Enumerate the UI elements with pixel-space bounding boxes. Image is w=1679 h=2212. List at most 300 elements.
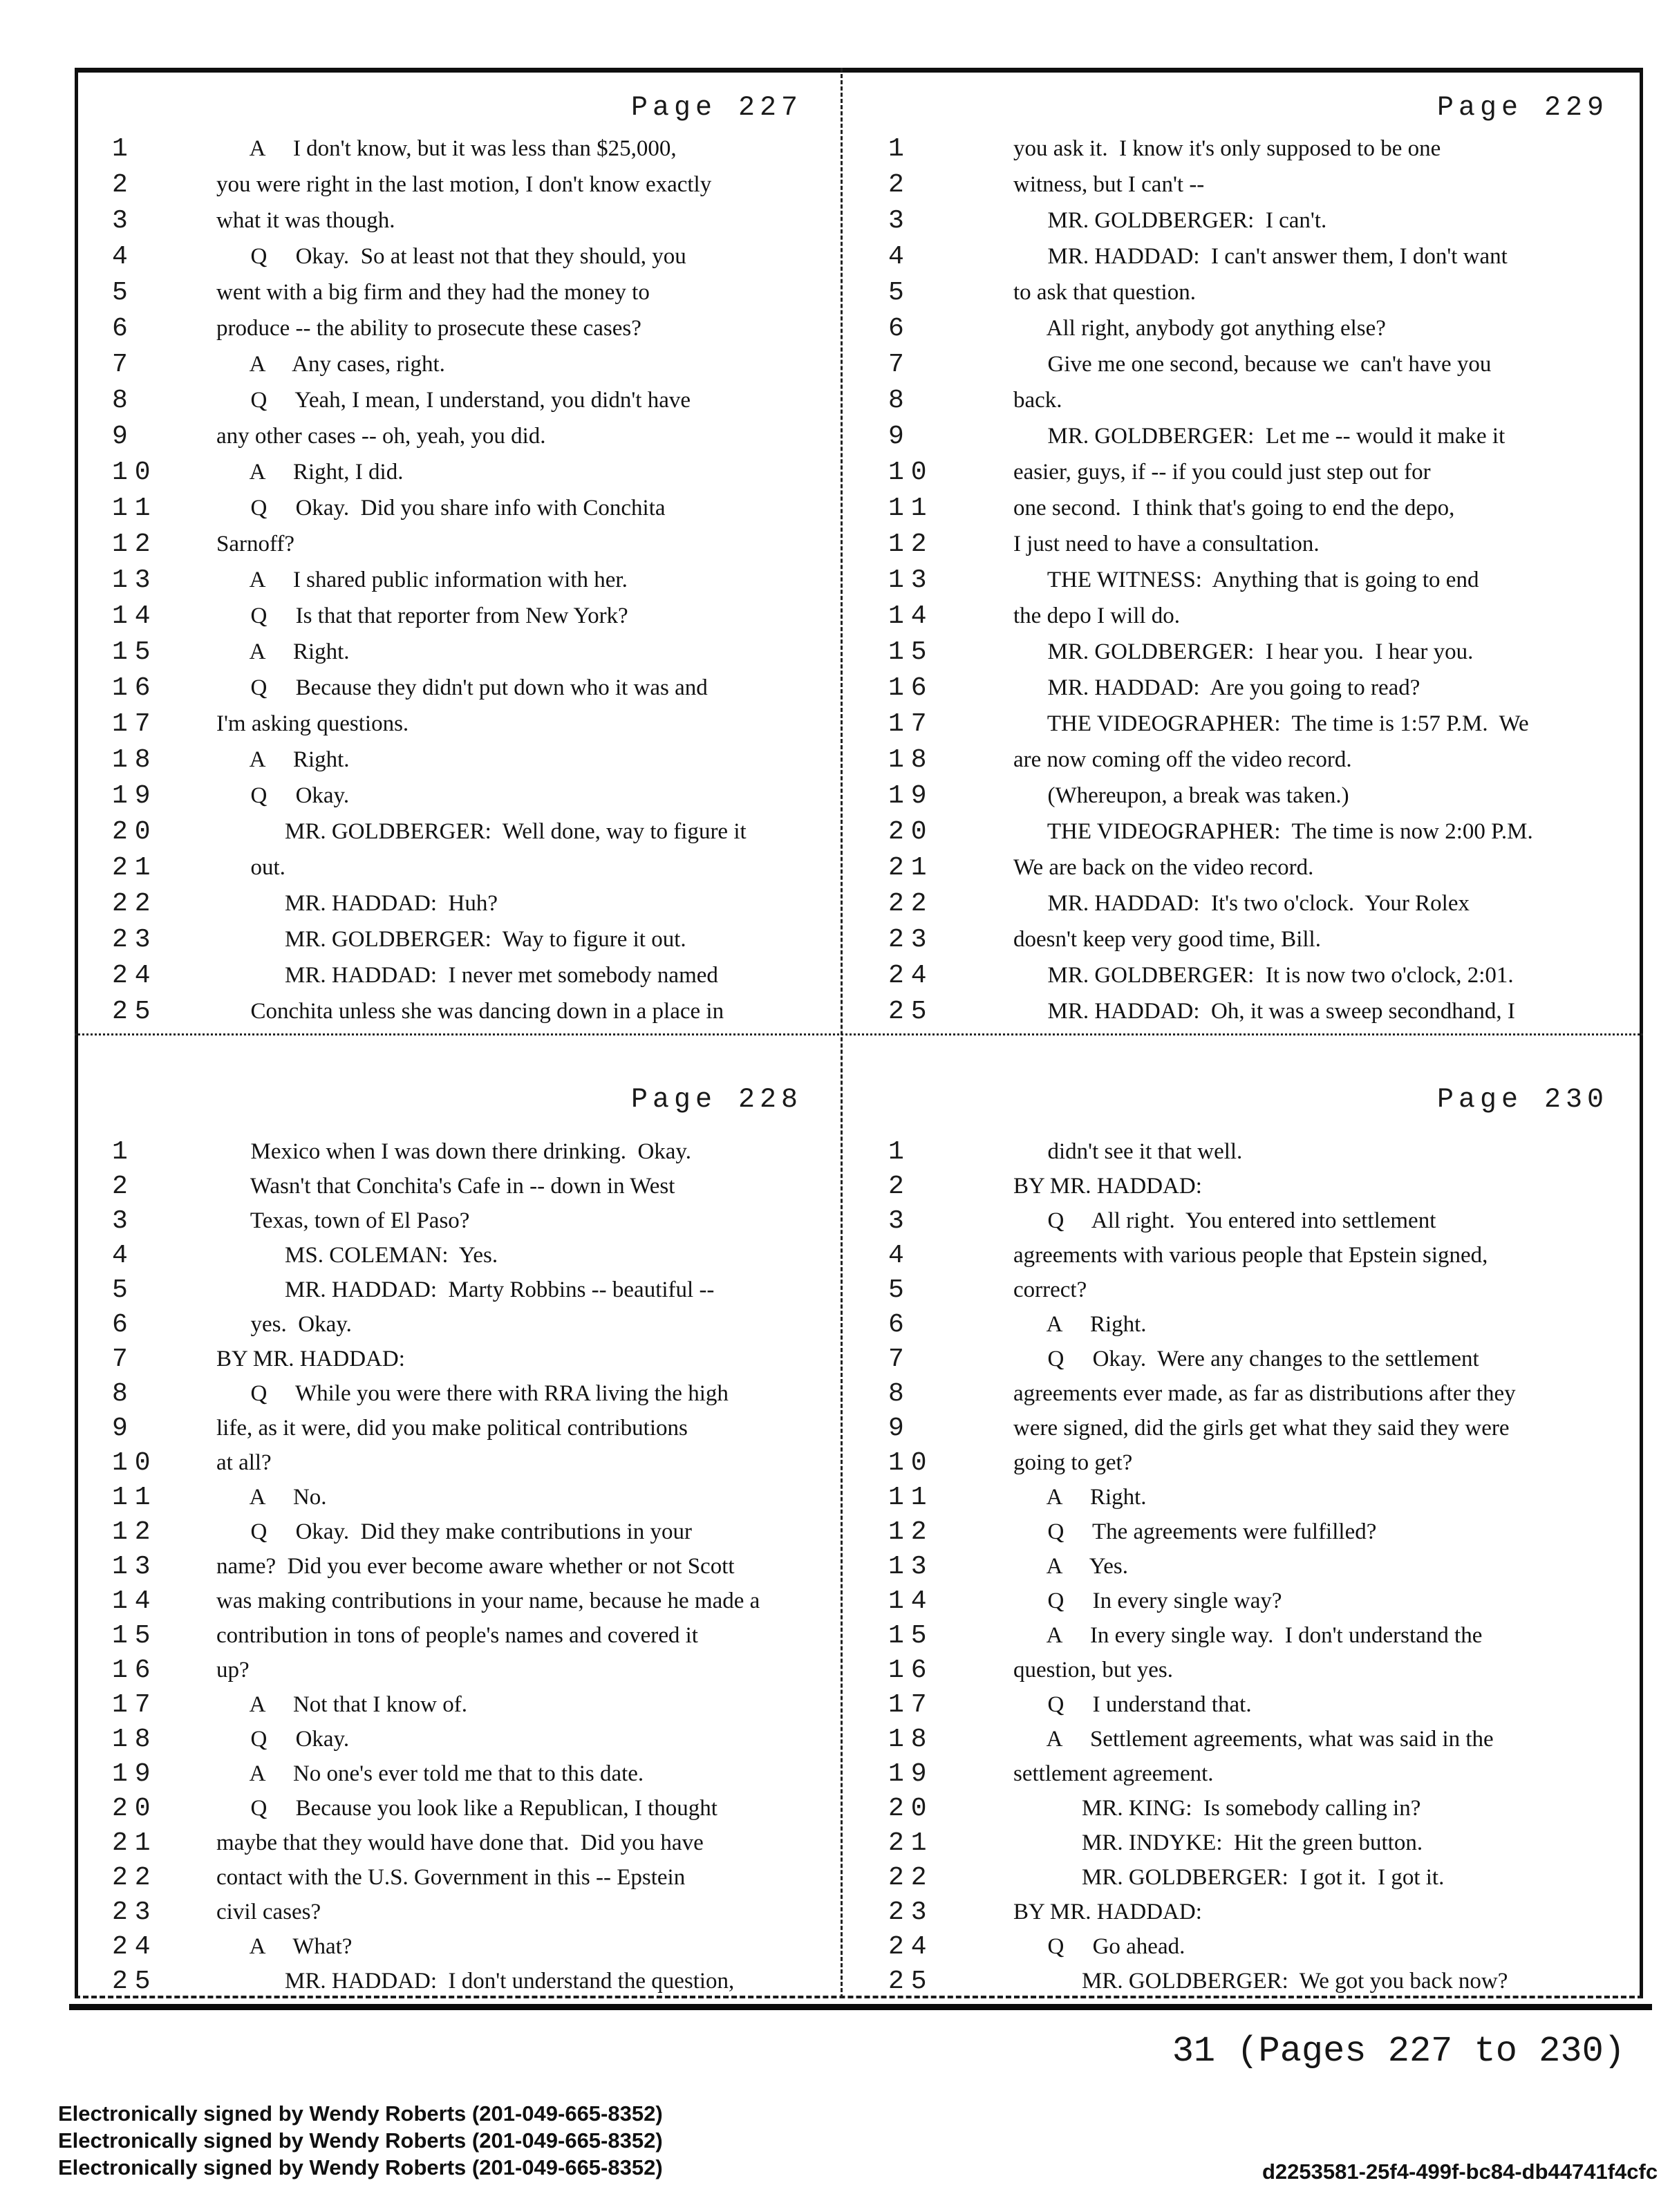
line-number: 12 bbox=[112, 1517, 158, 1547]
transcript-line bbox=[843, 1206, 1643, 1241]
line-number: 21 bbox=[112, 1828, 158, 1858]
line-number: 5 bbox=[888, 1275, 911, 1305]
transcript-line bbox=[843, 242, 1643, 278]
line-text: up? bbox=[216, 1658, 250, 1683]
line-number: 15 bbox=[888, 1621, 934, 1651]
transcript-line bbox=[843, 1759, 1643, 1794]
transcript-line bbox=[843, 1552, 1643, 1586]
transcript-line bbox=[75, 1344, 841, 1379]
line-text: doesn't keep very good time, Bill. bbox=[1013, 927, 1321, 952]
transcript-line bbox=[843, 1483, 1643, 1517]
document-id: d2253581-25f4-499f-bc84-db44741f4cfc bbox=[1262, 2159, 1658, 2184]
line-text: A Right. bbox=[216, 747, 350, 772]
line-text: contribution in tons of people's names and covered it bbox=[216, 1623, 698, 1648]
line-text: Q Yeah, I mean, I understand, you didn't have bbox=[216, 388, 691, 413]
line-text: A No. bbox=[216, 1485, 327, 1510]
transcript-line bbox=[75, 458, 841, 494]
line-text: out. bbox=[216, 855, 285, 880]
transcript-line bbox=[843, 1448, 1643, 1483]
transcript-line bbox=[843, 709, 1643, 745]
line-number: 13 bbox=[112, 565, 158, 595]
line-number: 25 bbox=[112, 1967, 158, 1996]
line-number: 22 bbox=[112, 1863, 158, 1893]
line-text: Q In every single way? bbox=[1013, 1588, 1282, 1613]
line-number: 12 bbox=[112, 529, 158, 559]
line-text: MR. KING: Is somebody calling in? bbox=[1013, 1796, 1421, 1821]
line-text: question, but yes. bbox=[1013, 1658, 1173, 1683]
line-number: 25 bbox=[888, 997, 934, 1027]
line-text: THE VIDEOGRAPHER: The time is 1:57 P.M. We bbox=[1013, 711, 1529, 736]
line-text: back. bbox=[1013, 388, 1062, 413]
transcript-line bbox=[75, 745, 841, 781]
line-number: 10 bbox=[112, 458, 158, 487]
line-text: MR. HADDAD: Huh? bbox=[216, 891, 498, 916]
line-number: 5 bbox=[112, 1275, 135, 1305]
line-number: 10 bbox=[112, 1448, 158, 1478]
line-text: Q I understand that. bbox=[1013, 1692, 1252, 1717]
line-text: I'm asking questions. bbox=[216, 711, 409, 736]
page-number-header: Page 227 bbox=[630, 93, 803, 124]
line-text: life, as it were, did you make political contributions bbox=[216, 1416, 688, 1441]
line-text: the depo I will do. bbox=[1013, 603, 1181, 628]
line-number: 11 bbox=[112, 1483, 158, 1512]
signature-line: Electronically signed by Wendy Roberts (201-049-665-8352) bbox=[58, 2155, 663, 2180]
line-number: 4 bbox=[112, 1241, 135, 1271]
line-number: 8 bbox=[112, 386, 135, 415]
line-text: agreements with various people that Epstein signed, bbox=[1013, 1243, 1488, 1268]
transcript-line bbox=[843, 1725, 1643, 1759]
transcript-line bbox=[75, 494, 841, 529]
transcript-line bbox=[843, 1379, 1643, 1414]
transcript-line bbox=[843, 637, 1643, 673]
signature-block bbox=[58, 2101, 663, 2182]
line-text: were signed, did the girls get what they said they were bbox=[1013, 1416, 1510, 1441]
transcript-line bbox=[75, 1863, 841, 1897]
line-text: what it was though. bbox=[216, 208, 395, 233]
line-number: 14 bbox=[112, 601, 158, 631]
transcript-line bbox=[75, 1137, 841, 1172]
line-number: 5 bbox=[888, 278, 911, 308]
line-number: 20 bbox=[112, 1794, 158, 1824]
line-number: 3 bbox=[112, 1206, 135, 1236]
transcript-line bbox=[843, 314, 1643, 350]
line-number: 24 bbox=[888, 1932, 934, 1962]
line-text: We are back on the video record. bbox=[1013, 855, 1314, 880]
line-text: Q Okay. Did they make contributions in your bbox=[216, 1519, 693, 1544]
transcript-line bbox=[75, 889, 841, 925]
page-number-header: Page 230 bbox=[1436, 1085, 1608, 1116]
line-number: 6 bbox=[112, 314, 135, 344]
line-text: produce -- the ability to prosecute these cases? bbox=[216, 316, 641, 341]
transcript-line bbox=[843, 529, 1643, 565]
line-text: Q Okay. bbox=[216, 1727, 350, 1752]
line-number: 22 bbox=[888, 889, 934, 919]
transcript-line bbox=[843, 1690, 1643, 1725]
line-number: 1 bbox=[888, 134, 911, 164]
line-text: Texas, town of El Paso? bbox=[216, 1208, 470, 1233]
transcript-line bbox=[75, 1275, 841, 1310]
line-number: 18 bbox=[112, 1725, 158, 1754]
line-text: I just need to have a consultation. bbox=[1013, 532, 1320, 556]
line-text: Q All right. You entered into settlement bbox=[1013, 1208, 1436, 1233]
transcript-line bbox=[843, 458, 1643, 494]
line-text: went with a big firm and they had the money to bbox=[216, 280, 650, 305]
line-text: THE VIDEOGRAPHER: The time is now 2:00 P.M. bbox=[1013, 819, 1533, 844]
line-number: 23 bbox=[888, 925, 934, 955]
line-text: any other cases -- oh, yeah, you did. bbox=[216, 424, 546, 449]
line-text: easier, guys, if -- if you could just step out for bbox=[1013, 460, 1431, 485]
line-text: one second. I think that's going to end the depo, bbox=[1013, 496, 1455, 521]
line-text: agreements ever made, as far as distributions after they bbox=[1013, 1381, 1516, 1406]
transcript-line bbox=[843, 1172, 1643, 1206]
line-number: 20 bbox=[112, 817, 158, 847]
line-number: 16 bbox=[888, 673, 934, 703]
transcript-line bbox=[75, 1967, 841, 1998]
transcript-line bbox=[843, 817, 1643, 853]
line-text: MR. GOLDBERGER: Well done, way to figure it bbox=[216, 819, 747, 844]
line-number: 3 bbox=[888, 206, 911, 236]
transcript-line bbox=[75, 1414, 841, 1448]
line-number: 14 bbox=[888, 601, 934, 631]
quadrant-page-230 bbox=[843, 1035, 1643, 1998]
transcript-line bbox=[843, 1275, 1643, 1310]
line-text: Q Because they didn't put down who it was and bbox=[216, 675, 708, 700]
line-text: A Any cases, right. bbox=[216, 352, 445, 377]
transcript-line bbox=[75, 1379, 841, 1414]
line-number: 2 bbox=[112, 170, 135, 200]
transcript-line bbox=[843, 781, 1643, 817]
line-number: 15 bbox=[888, 637, 934, 667]
line-text: A I don't know, but it was less than $25,000, bbox=[216, 136, 677, 161]
transcript-line bbox=[75, 1828, 841, 1863]
transcript-line bbox=[843, 386, 1643, 422]
line-text: A What? bbox=[216, 1934, 353, 1959]
transcript-line bbox=[843, 206, 1643, 242]
transcript-line bbox=[75, 1690, 841, 1725]
line-number: 11 bbox=[888, 1483, 934, 1512]
line-number: 6 bbox=[112, 1310, 135, 1340]
transcript-line bbox=[75, 709, 841, 745]
transcript-line bbox=[75, 601, 841, 637]
line-number: 4 bbox=[888, 1241, 911, 1271]
line-text: MR. HADDAD: Oh, it was a sweep secondhand, I bbox=[1013, 999, 1515, 1024]
transcript-line bbox=[843, 278, 1643, 314]
transcript-line bbox=[75, 1552, 841, 1586]
transcript-line bbox=[75, 961, 841, 997]
line-number: 13 bbox=[888, 1552, 934, 1582]
line-text: Wasn't that Conchita's Cafe in -- down in West bbox=[216, 1174, 675, 1199]
line-text: MR. GOLDBERGER: It is now two o'clock, 2:01. bbox=[1013, 963, 1514, 988]
transcript-line bbox=[75, 817, 841, 853]
line-text: A Right, I did. bbox=[216, 460, 404, 485]
transcript-line bbox=[75, 1206, 841, 1241]
line-number: 23 bbox=[112, 1897, 158, 1927]
transcript-line bbox=[75, 1172, 841, 1206]
line-number: 9 bbox=[888, 422, 911, 451]
transcript-line bbox=[75, 1759, 841, 1794]
line-text: civil cases? bbox=[216, 1900, 321, 1924]
transcript-line bbox=[75, 565, 841, 601]
line-text: MR. HADDAD: Marty Robbins -- beautiful -- bbox=[216, 1277, 715, 1302]
line-number: 14 bbox=[888, 1586, 934, 1616]
transcript-line bbox=[843, 1828, 1643, 1863]
transcript-line bbox=[843, 601, 1643, 637]
line-number: 19 bbox=[112, 781, 158, 811]
transcript-line bbox=[843, 565, 1643, 601]
line-number: 7 bbox=[888, 350, 911, 379]
folio-page-range: 31 (Pages 227 to 230) bbox=[1172, 2031, 1625, 2072]
line-number: 18 bbox=[112, 745, 158, 775]
line-text: was making contributions in your name, because he made a bbox=[216, 1588, 760, 1613]
line-text: (Whereupon, a break was taken.) bbox=[1013, 783, 1349, 808]
page-number-header: Page 228 bbox=[630, 1085, 803, 1116]
line-number: 11 bbox=[112, 494, 158, 523]
line-text: Give me one second, because we can't have you bbox=[1013, 352, 1492, 377]
line-number: 7 bbox=[888, 1344, 911, 1374]
line-number: 13 bbox=[112, 1552, 158, 1582]
line-number: 24 bbox=[112, 961, 158, 991]
line-text: A Not that I know of. bbox=[216, 1692, 467, 1717]
line-text: MR. HADDAD: It's two o'clock. Your Rolex bbox=[1013, 891, 1470, 916]
line-number: 18 bbox=[888, 1725, 934, 1754]
transcript-line bbox=[843, 170, 1643, 206]
page-number-header: Page 229 bbox=[1436, 93, 1608, 124]
transcript-line bbox=[75, 1310, 841, 1344]
transcript-line bbox=[843, 1863, 1643, 1897]
frame-bottom-rule bbox=[69, 2004, 1652, 2010]
line-text: you were right in the last motion, I don't know exactly bbox=[216, 172, 712, 197]
transcript-line bbox=[843, 1586, 1643, 1621]
signature-line: Electronically signed by Wendy Roberts (201-049-665-8352) bbox=[58, 2101, 663, 2126]
line-number: 2 bbox=[888, 1172, 911, 1201]
transcript-line bbox=[75, 1517, 841, 1552]
transcript-line bbox=[843, 1656, 1643, 1690]
transcript-line bbox=[843, 925, 1643, 961]
line-text: Q Because you look like a Republican, I thought bbox=[216, 1796, 717, 1821]
line-number: 3 bbox=[112, 206, 135, 236]
line-text: going to get? bbox=[1013, 1450, 1133, 1475]
line-text: Q Okay. So at least not that they should, you bbox=[216, 244, 686, 269]
line-text: MR. GOLDBERGER: I hear you. I hear you. bbox=[1013, 639, 1474, 664]
quadrant-page-227 bbox=[75, 68, 841, 1033]
line-number: 17 bbox=[888, 1690, 934, 1720]
line-text: MS. COLEMAN: Yes. bbox=[216, 1243, 498, 1268]
transcript-line bbox=[843, 997, 1643, 1033]
transcript-line bbox=[75, 422, 841, 458]
transcript-line bbox=[75, 134, 841, 170]
line-text: Q Go ahead. bbox=[1013, 1934, 1185, 1959]
line-text: MR. HADDAD: I can't answer them, I don't want bbox=[1013, 244, 1508, 269]
line-text: A Right. bbox=[1013, 1312, 1147, 1337]
line-text: A In every single way. I don't understand the bbox=[1013, 1623, 1483, 1648]
transcript-line bbox=[75, 925, 841, 961]
transcript-line bbox=[843, 422, 1643, 458]
line-number: 21 bbox=[112, 853, 158, 883]
line-text: All right, anybody got anything else? bbox=[1013, 316, 1386, 341]
line-number: 19 bbox=[888, 1759, 934, 1789]
line-number: 6 bbox=[888, 1310, 911, 1340]
line-number: 9 bbox=[112, 1414, 135, 1443]
line-number: 17 bbox=[888, 709, 934, 739]
line-text: MR. HADDAD: I don't understand the question, bbox=[216, 1969, 735, 1994]
line-text: yes. Okay. bbox=[216, 1312, 352, 1337]
line-text: A Right. bbox=[1013, 1485, 1147, 1510]
line-number: 22 bbox=[888, 1863, 934, 1893]
transcript-line bbox=[75, 781, 841, 817]
transcript-line bbox=[843, 1310, 1643, 1344]
transcript-line bbox=[75, 206, 841, 242]
line-number: 9 bbox=[888, 1414, 911, 1443]
transcript-lines bbox=[75, 134, 841, 1033]
transcript-line bbox=[75, 242, 841, 278]
transcript-line bbox=[75, 1586, 841, 1621]
transcript-line bbox=[75, 1448, 841, 1483]
line-number: 10 bbox=[888, 1448, 934, 1478]
transcript-line bbox=[843, 134, 1643, 170]
line-number: 2 bbox=[112, 1172, 135, 1201]
line-number: 24 bbox=[888, 961, 934, 991]
transcript-line bbox=[843, 494, 1643, 529]
line-text: Q The agreements were fulfilled? bbox=[1013, 1519, 1377, 1544]
line-number: 23 bbox=[112, 925, 158, 955]
transcript-line bbox=[843, 1967, 1643, 1998]
line-number: 8 bbox=[888, 1379, 911, 1409]
line-number: 25 bbox=[888, 1967, 934, 1996]
transcript-line bbox=[75, 350, 841, 386]
line-number: 12 bbox=[888, 529, 934, 559]
line-text: to ask that question. bbox=[1013, 280, 1196, 305]
quadrant-page-229 bbox=[843, 68, 1643, 1033]
line-number: 8 bbox=[888, 386, 911, 415]
transcript-line bbox=[75, 1932, 841, 1967]
line-number: 25 bbox=[112, 997, 158, 1027]
transcript-line bbox=[843, 350, 1643, 386]
line-text: A Right. bbox=[216, 639, 350, 664]
line-text: settlement agreement. bbox=[1013, 1761, 1214, 1786]
line-number: 24 bbox=[112, 1932, 158, 1962]
transcript-line bbox=[75, 1621, 841, 1656]
line-text: MR. GOLDBERGER: Let me -- would it make it bbox=[1013, 424, 1506, 449]
line-text: Q Is that that reporter from New York? bbox=[216, 603, 628, 628]
line-number: 15 bbox=[112, 1621, 158, 1651]
transcript-line bbox=[75, 529, 841, 565]
line-text: correct? bbox=[1013, 1277, 1087, 1302]
line-text: BY MR. HADDAD: bbox=[1013, 1174, 1202, 1199]
line-number: 7 bbox=[112, 350, 135, 379]
line-number: 16 bbox=[888, 1656, 934, 1685]
transcript-line bbox=[75, 1656, 841, 1690]
transcript-line bbox=[75, 1725, 841, 1759]
transcript-line bbox=[843, 1897, 1643, 1932]
transcript-line bbox=[843, 1517, 1643, 1552]
line-number: 5 bbox=[112, 278, 135, 308]
transcript-line bbox=[843, 853, 1643, 889]
transcript-line bbox=[75, 637, 841, 673]
line-text: MR. GOLDBERGER: We got you back now? bbox=[1013, 1969, 1508, 1994]
transcript-line bbox=[75, 170, 841, 206]
transcript-line bbox=[843, 673, 1643, 709]
transcript-line bbox=[843, 1241, 1643, 1275]
line-number: 3 bbox=[888, 1206, 911, 1236]
transcript-line bbox=[843, 889, 1643, 925]
line-text: are now coming off the video record. bbox=[1013, 747, 1352, 772]
line-number: 13 bbox=[888, 565, 934, 595]
line-number: 20 bbox=[888, 1794, 934, 1824]
line-text: didn't see it that well. bbox=[1013, 1139, 1243, 1164]
line-text: MR. GOLDBERGER: Way to figure it out. bbox=[216, 927, 686, 952]
quadrant-page-228 bbox=[75, 1035, 841, 1998]
transcript-line bbox=[843, 1794, 1643, 1828]
line-number: 19 bbox=[112, 1759, 158, 1789]
line-number: 10 bbox=[888, 458, 934, 487]
line-text: Sarnoff? bbox=[216, 532, 295, 556]
line-text: THE WITNESS: Anything that is going to end bbox=[1013, 568, 1479, 592]
transcript-line bbox=[75, 1241, 841, 1275]
line-text: witness, but I can't -- bbox=[1013, 172, 1205, 197]
line-number: 1 bbox=[112, 1137, 135, 1167]
line-text: Q Okay. bbox=[216, 783, 350, 808]
line-text: you ask it. I know it's only supposed to be one bbox=[1013, 136, 1441, 161]
line-number: 14 bbox=[112, 1586, 158, 1616]
transcript-line bbox=[843, 1344, 1643, 1379]
transcript-line bbox=[843, 1932, 1643, 1967]
line-number: 11 bbox=[888, 494, 934, 523]
line-text: BY MR. HADDAD: bbox=[216, 1347, 405, 1371]
line-text: Q Okay. Did you share info with Conchita bbox=[216, 496, 666, 521]
line-text: contact with the U.S. Government in this -- Epstein bbox=[216, 1865, 686, 1890]
line-text: Conchita unless she was dancing down in a place in bbox=[216, 999, 724, 1024]
line-text: Q While you were there with RRA living the high bbox=[216, 1381, 729, 1406]
line-number: 23 bbox=[888, 1897, 934, 1927]
line-number: 4 bbox=[888, 242, 911, 272]
line-text: MR. HADDAD: Are you going to read? bbox=[1013, 675, 1420, 700]
transcript-line bbox=[75, 673, 841, 709]
line-number: 22 bbox=[112, 889, 158, 919]
transcript-line bbox=[75, 997, 841, 1033]
line-text: A No one's ever told me that to this date. bbox=[216, 1761, 644, 1786]
line-number: 19 bbox=[888, 781, 934, 811]
line-text: name? Did you ever become aware whether or not Scott bbox=[216, 1554, 735, 1579]
line-text: at all? bbox=[216, 1450, 272, 1475]
transcript-line bbox=[75, 1794, 841, 1828]
line-number: 12 bbox=[888, 1517, 934, 1547]
signature-line: Electronically signed by Wendy Roberts (201-049-665-8352) bbox=[58, 2128, 663, 2153]
line-number: 9 bbox=[112, 422, 135, 451]
line-number: 21 bbox=[888, 853, 934, 883]
transcript-lines bbox=[843, 134, 1643, 1033]
line-text: A Settlement agreements, what was said in the bbox=[1013, 1727, 1494, 1752]
transcript-lines bbox=[75, 1137, 841, 1998]
line-number: 1 bbox=[112, 134, 135, 164]
transcript-lines bbox=[843, 1137, 1643, 1998]
line-number: 20 bbox=[888, 817, 934, 847]
line-text: Q Okay. Were any changes to the settlement bbox=[1013, 1347, 1479, 1371]
line-number: 17 bbox=[112, 1690, 158, 1720]
line-text: Mexico when I was down there drinking. Okay. bbox=[216, 1139, 692, 1164]
line-text: maybe that they would have done that. Did you have bbox=[216, 1830, 704, 1855]
line-number: 16 bbox=[112, 673, 158, 703]
line-number: 15 bbox=[112, 637, 158, 667]
line-number: 8 bbox=[112, 1379, 135, 1409]
line-text: A I shared public information with her. bbox=[216, 568, 628, 592]
line-text: MR. INDYKE: Hit the green button. bbox=[1013, 1830, 1423, 1855]
transcript-line bbox=[75, 386, 841, 422]
line-number: 2 bbox=[888, 170, 911, 200]
line-number: 4 bbox=[112, 242, 135, 272]
transcript-line bbox=[75, 853, 841, 889]
line-number: 17 bbox=[112, 709, 158, 739]
line-text: A Yes. bbox=[1013, 1554, 1128, 1579]
